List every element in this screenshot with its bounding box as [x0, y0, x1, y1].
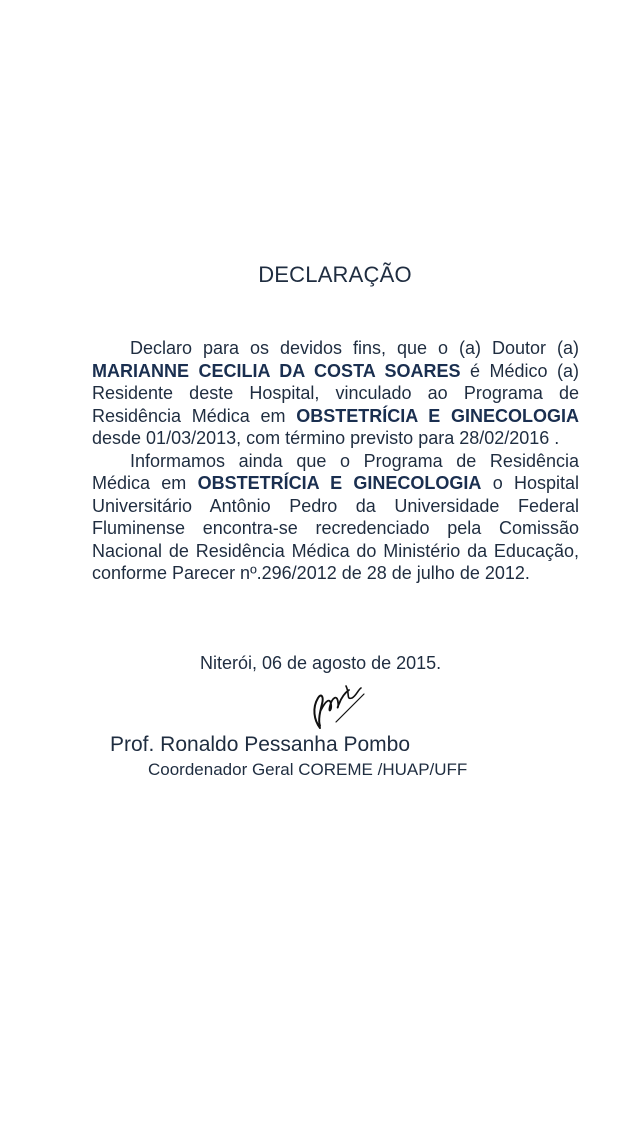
handwritten-signature-icon [306, 682, 366, 732]
paragraph-2-end: o Hospital Universitário Antônio Pedro da Universidade Federal Fluminense encontra-se recredenciado pela Comissão Nacional de Residência Médica do Ministério da Educação, conforme Parecer nº.296/2012 de 28 de julho de 2012. [92, 473, 579, 583]
declaration-paragraph-2 [92, 450, 579, 585]
paragraph-1-intro: Declaro para os devidos fins, que o (a) Doutor (a) [130, 338, 579, 358]
signer-role: Coordenador Geral COREME /HUAP/UFF [148, 760, 468, 779]
place-date: Niterói, 06 de agosto de 2015. [200, 653, 442, 673]
residency-program: OBSTETRÍCIA E GINECOLOGIA [296, 405, 579, 426]
paragraph-1-middle: é Médico (a) Residente deste Hospital, vinculado ao Programa de Residência Médica em [92, 360, 579, 426]
signer-name: Prof. Ronaldo Pessanha Pombo [110, 733, 411, 756]
resident-name: MARIANNE CECILIA DA COSTA SOARES [92, 360, 461, 381]
document-title: DECLARAÇÃO [258, 262, 412, 287]
paragraph-2-intro: Informamos ainda que o Programa de Residência Médica em [92, 450, 579, 493]
declaration-body [92, 337, 579, 585]
paragraph-1-end: desde 01/03/2013, com término previsto para 28/02/2016 . [92, 428, 560, 448]
residency-program-2: OBSTETRÍCIA E GINECOLOGIA [197, 473, 482, 493]
declaration-paragraph-1 [92, 337, 579, 450]
